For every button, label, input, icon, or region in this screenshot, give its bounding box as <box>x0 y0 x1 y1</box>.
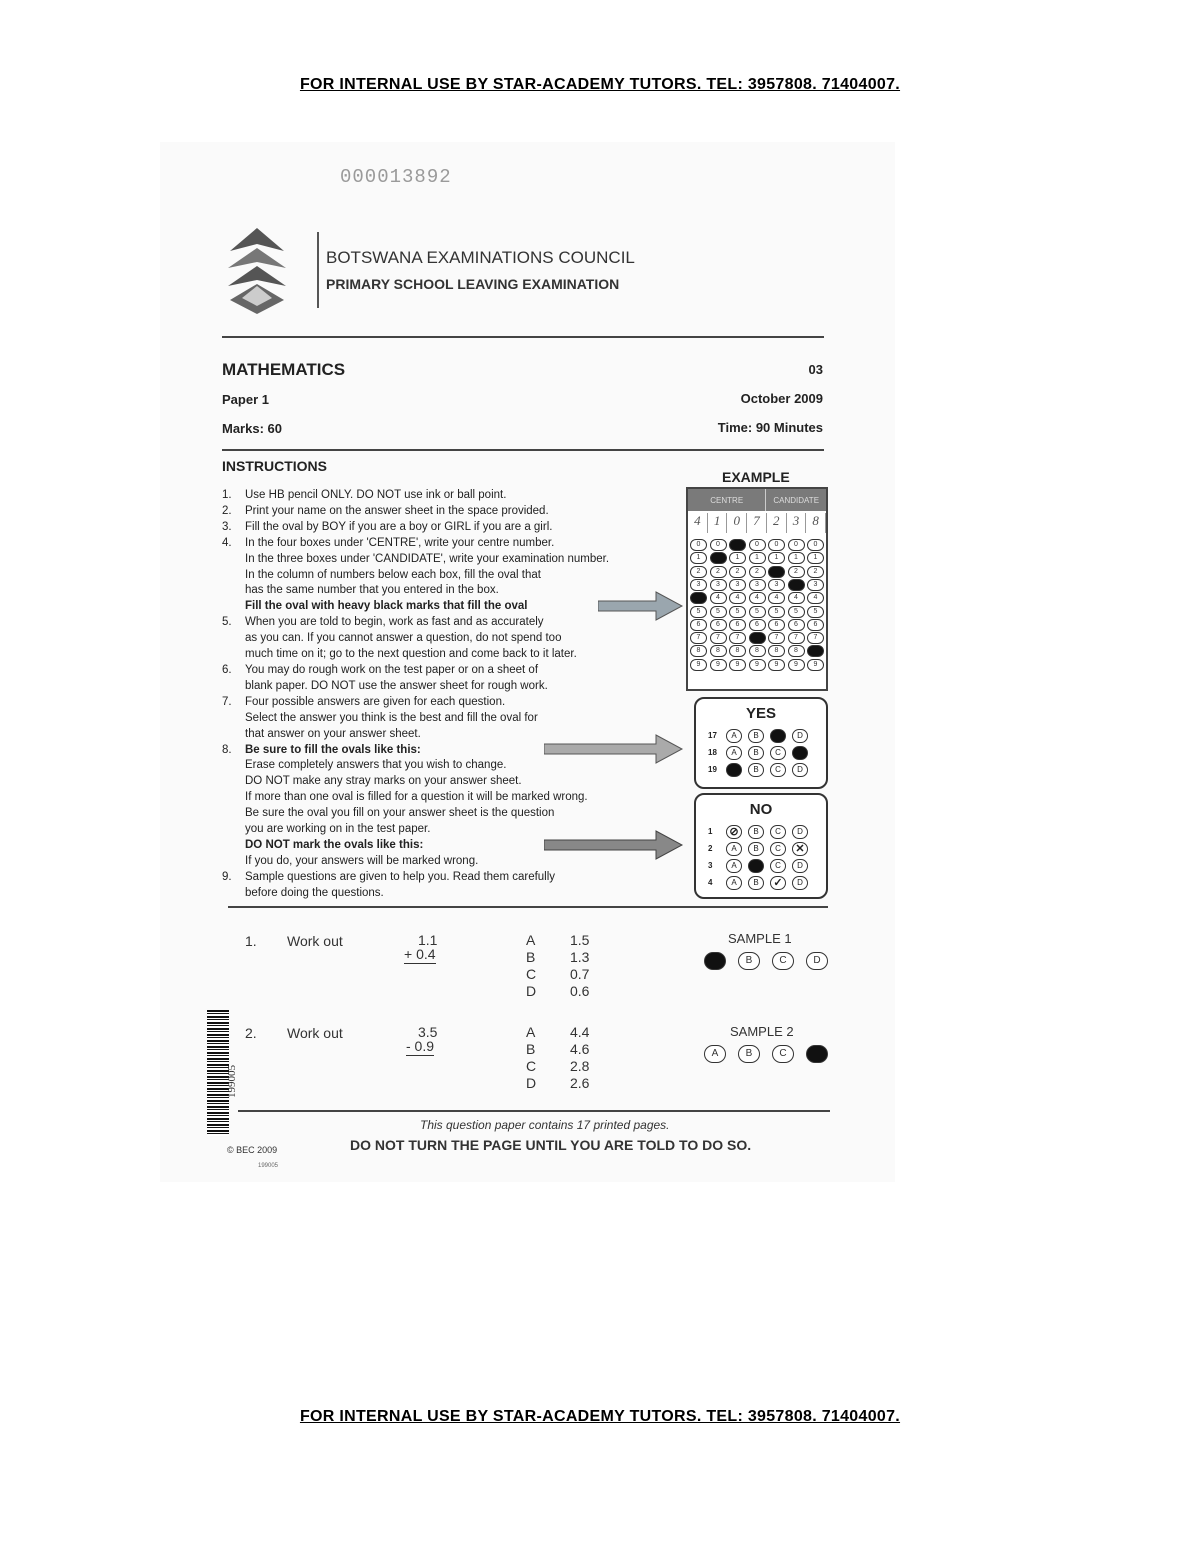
example-oval: 6 <box>729 619 746 631</box>
answer-oval: C <box>770 842 786 856</box>
example-digit: 7 <box>747 513 767 533</box>
answer-oval: C <box>770 763 786 777</box>
answer-oval: C <box>770 825 786 839</box>
example-oval: 5 <box>788 606 805 618</box>
instruction-text: Fill the oval with heavy black marks that fill the oval <box>245 600 528 613</box>
sample-oval: B <box>738 1045 760 1063</box>
row-number: 17 <box>708 731 717 740</box>
instruction-line <box>222 806 672 822</box>
instruction-number <box>222 806 245 822</box>
sample-oval: B <box>738 952 760 970</box>
instruction-text: Use HB pencil ONLY. DO NOT use ink or ball point. <box>245 489 507 501</box>
example-oval: 3 <box>710 579 727 591</box>
instructions-rule <box>222 449 824 451</box>
instruction-text: as you can. If you cannot answer a question, do not spend too <box>245 632 562 645</box>
answer-oval: A <box>726 729 742 743</box>
exam-date: October 2009 <box>740 391 823 406</box>
option-letter: A <box>526 932 536 948</box>
instruction-text: Print your name on the answer sheet in the space provided. <box>245 504 549 517</box>
example-oval: 5 <box>807 606 824 618</box>
option-value: 0.6 <box>570 983 590 999</box>
page-count-note: This question paper contains 17 printed pages. <box>420 1118 670 1132</box>
answer-oval: D <box>792 729 808 743</box>
answer-oval: D <box>792 825 808 839</box>
example-oval: 7 <box>690 632 707 644</box>
instruction-number <box>222 838 245 854</box>
subject-code: 03 <box>808 362 823 377</box>
instruction-number: 8. <box>222 743 232 756</box>
answer-oval: C <box>770 746 786 760</box>
operand-top: 1.1 <box>418 932 438 948</box>
yes-title: YES <box>745 705 776 722</box>
sample-oval <box>704 952 726 970</box>
example-oval <box>710 552 727 564</box>
example-oval: 9 <box>807 659 824 671</box>
question-number: 1. <box>245 933 257 949</box>
example-oval: 7 <box>768 632 785 644</box>
example-oval: 1 <box>749 552 766 564</box>
instruction-number <box>222 758 245 774</box>
example-oval: 3 <box>690 579 707 591</box>
example-oval: 6 <box>710 619 727 631</box>
instruction-number: 3. <box>222 520 232 533</box>
example-oval: 5 <box>768 606 785 618</box>
example-oval: 4 <box>710 592 727 604</box>
instruction-number: 9. <box>222 870 232 883</box>
example-oval: 2 <box>749 566 766 578</box>
example-oval: 2 <box>690 566 707 578</box>
example-oval: 0 <box>690 539 707 551</box>
example-oval: 2 <box>807 566 824 578</box>
bec-logo <box>226 226 288 316</box>
example-oval: 8 <box>710 645 727 657</box>
instruction-text: much time on it; go to the next question and come back to it later. <box>245 648 577 661</box>
option-letter: C <box>526 1058 537 1074</box>
instruction-line <box>222 870 672 886</box>
subject-title: MATHEMATICS <box>222 360 346 379</box>
question-text: Work out <box>287 1025 343 1041</box>
operand-bottom: + 0.4 <box>404 946 436 962</box>
example-oval: 8 <box>690 645 707 657</box>
answer-oval: A <box>726 842 742 856</box>
example-oval: 6 <box>768 619 785 631</box>
answer-oval: A <box>726 876 742 890</box>
bottom-banner: FOR INTERNAL USE BY STAR-ACADEMY TUTORS. TEL: 3957808. 71404007. <box>299 1408 901 1425</box>
sample-oval: A <box>704 1045 726 1063</box>
instruction-number <box>222 552 245 568</box>
answer-oval: A <box>726 746 742 760</box>
instruction-number: 7. <box>222 695 232 708</box>
paper-code: 199005 <box>258 1163 279 1169</box>
example-oval: 8 <box>768 645 785 657</box>
example-oval <box>749 632 766 644</box>
example-oval: 7 <box>807 632 824 644</box>
answer-oval <box>770 729 786 743</box>
example-oval: 8 <box>788 645 805 657</box>
arrow-icon <box>544 733 684 765</box>
instruction-line <box>222 886 672 902</box>
option-letter: A <box>526 1024 536 1040</box>
instruction-number <box>222 599 245 615</box>
row-number: 18 <box>708 748 717 757</box>
example-oval: 8 <box>749 645 766 657</box>
sample-label: SAMPLE 1 <box>728 931 792 946</box>
instruction-line <box>222 679 672 695</box>
instruction-number <box>222 711 245 727</box>
example-oval: 4 <box>749 592 766 604</box>
answer-oval: D <box>792 859 808 873</box>
no-title: NO <box>749 801 773 818</box>
instruction-text: In the three boxes under 'CANDIDATE', write your examination number. <box>245 552 610 565</box>
instruction-text: Be sure to fill the ovals like this: <box>245 743 421 756</box>
barcode-number: 199005 <box>226 1065 238 1098</box>
instruction-number <box>222 679 245 695</box>
example-oval: 9 <box>729 659 746 671</box>
centre-header: CENTRE <box>710 495 744 505</box>
instruction-text: Be sure the oval you fill on your answer sheet is the question <box>245 807 555 820</box>
footer-rule <box>238 1110 830 1112</box>
instruction-text: Erase completely answers that you wish to change. <box>245 759 507 772</box>
answer-oval: D <box>792 876 808 890</box>
row-number: 4 <box>708 878 713 887</box>
example-oval: 3 <box>749 579 766 591</box>
time-label: Time: 90 Minutes <box>717 420 823 435</box>
example-oval: 3 <box>807 579 824 591</box>
instruction-text: If more than one oval is filled for a question it will be marked wrong. <box>245 791 588 804</box>
example-oval: 2 <box>710 566 727 578</box>
option-letter: C <box>526 966 537 982</box>
example-oval: 4 <box>729 592 746 604</box>
instruction-text: that answer on your answer sheet. <box>245 727 421 740</box>
example-oval <box>768 566 785 578</box>
operand-bottom: - 0.9 <box>406 1038 435 1054</box>
option-value: 2.6 <box>570 1075 590 1091</box>
row-number: 1 <box>708 827 713 836</box>
example-oval: 0 <box>749 539 766 551</box>
example-oval: 6 <box>690 619 707 631</box>
example-oval: 5 <box>729 606 746 618</box>
answer-oval: ✕ <box>792 842 808 856</box>
answer-oval: ⊘ <box>726 825 742 839</box>
example-oval: 5 <box>710 606 727 618</box>
yes-example-box <box>694 697 828 789</box>
arrow-icon <box>544 829 684 861</box>
instruction-number: 1. <box>222 489 232 501</box>
instruction-text: before doing the questions. <box>245 886 384 899</box>
instruction-line <box>222 568 672 584</box>
example-oval: 6 <box>788 619 805 631</box>
instruction-number: 5. <box>222 616 232 629</box>
instruction-number <box>222 822 245 838</box>
option-value: 1.5 <box>570 932 590 948</box>
instruction-line <box>222 774 672 790</box>
sample-oval: C <box>772 1045 794 1063</box>
option-letter: B <box>526 1041 536 1057</box>
question-text: Work out <box>287 933 343 949</box>
option-letter: B <box>526 949 536 965</box>
example-grid <box>686 487 828 691</box>
example-oval: 5 <box>749 606 766 618</box>
arrow-icon <box>598 590 684 622</box>
instruction-number <box>222 631 245 647</box>
example-oval <box>788 579 805 591</box>
example-oval: 0 <box>710 539 727 551</box>
top-banner: FOR INTERNAL USE BY STAR-ACADEMY TUTORS. TEL: 3957808. 71404007. <box>299 76 901 93</box>
answer-oval: B <box>748 729 764 743</box>
answer-oval: B <box>748 763 764 777</box>
example-oval: 4 <box>768 592 785 604</box>
copyright: © BEC 2009 <box>227 1145 278 1155</box>
sample-oval: D <box>806 952 828 970</box>
example-oval: 5 <box>690 606 707 618</box>
option-value: 2.8 <box>570 1058 590 1074</box>
answer-oval <box>748 859 764 873</box>
example-oval: 8 <box>729 645 746 657</box>
row-number: 3 <box>708 861 713 870</box>
instruction-line <box>222 695 672 711</box>
example-digit: 0 <box>727 513 747 533</box>
example-oval: 2 <box>729 566 746 578</box>
instruction-number <box>222 647 245 663</box>
example-digit: 3 <box>787 513 807 533</box>
example-oval: 9 <box>749 659 766 671</box>
example-oval: 6 <box>807 619 824 631</box>
example-oval: 1 <box>690 552 707 564</box>
example-digit: 8 <box>806 513 826 533</box>
option-letter: D <box>526 1075 537 1091</box>
instruction-line <box>222 520 672 536</box>
example-oval: 0 <box>807 539 824 551</box>
instruction-line <box>222 552 672 568</box>
example-oval <box>807 645 824 657</box>
instruction-number <box>222 727 245 743</box>
instruction-text: Sample questions are given to help you. Read them carefully <box>245 870 556 883</box>
questions-rule <box>228 906 828 908</box>
instruction-text: In the column of numbers below each box, fill the oval that <box>245 568 541 581</box>
exam-name: PRIMARY SCHOOL LEAVING EXAMINATION <box>326 276 620 292</box>
example-title: EXAMPLE <box>722 469 790 485</box>
example-oval <box>690 592 707 604</box>
instruction-line <box>222 790 672 806</box>
example-oval <box>729 539 746 551</box>
example-oval: 0 <box>768 539 785 551</box>
example-oval: 7 <box>788 632 805 644</box>
example-oval: 1 <box>807 552 824 564</box>
instruction-line <box>222 631 672 647</box>
row-number: 19 <box>708 765 717 774</box>
example-digit: 4 <box>688 513 708 533</box>
example-oval: 7 <box>729 632 746 644</box>
no-example-box <box>694 793 828 899</box>
do-not-turn-notice: DO NOT TURN THE PAGE UNTIL YOU ARE TOLD TO DO SO. <box>350 1137 752 1153</box>
sample-oval <box>806 1045 828 1063</box>
row-number: 2 <box>708 844 713 853</box>
serial-number: 000013892 <box>340 166 452 188</box>
header-rule <box>222 336 824 338</box>
instruction-text: has the same number that you entered in the box. <box>245 584 499 597</box>
instruction-text: DO NOT mark the ovals like this: <box>245 838 424 851</box>
instruction-number <box>222 790 245 806</box>
answer-oval: ✓ <box>770 876 786 890</box>
instruction-number: 4. <box>222 536 232 549</box>
answer-oval: D <box>792 763 808 777</box>
instruction-line <box>222 488 672 504</box>
instruction-line <box>222 711 672 727</box>
instruction-text: DO NOT make any stray marks on your answer sheet. <box>245 775 522 788</box>
example-digits <box>688 513 826 533</box>
instruction-number: 2. <box>222 504 232 517</box>
instruction-number <box>222 774 245 790</box>
example-digit: 2 <box>767 513 787 533</box>
example-oval: 3 <box>729 579 746 591</box>
answer-oval <box>726 763 742 777</box>
example-oval: 1 <box>729 552 746 564</box>
instruction-line <box>222 663 672 679</box>
example-oval: 1 <box>768 552 785 564</box>
example-oval: 9 <box>788 659 805 671</box>
example-oval: 9 <box>710 659 727 671</box>
instruction-number <box>222 583 245 599</box>
option-value: 0.7 <box>570 966 590 982</box>
instruction-text: In the four boxes under 'CENTRE', write your centre number. <box>245 536 555 549</box>
example-oval: 1 <box>788 552 805 564</box>
instruction-text: You may do rough work on the test paper or on a sheet of <box>245 663 539 676</box>
instruction-number <box>222 886 245 902</box>
answer-oval: A <box>726 859 742 873</box>
answer-oval <box>792 746 808 760</box>
instruction-number: 6. <box>222 663 232 676</box>
option-value: 4.6 <box>570 1041 590 1057</box>
marks-label: Marks: 60 <box>222 421 282 436</box>
example-oval: 0 <box>788 539 805 551</box>
instruction-line <box>222 504 672 520</box>
instruction-text: When you are told to begin, work as fast and as accurately <box>245 616 544 629</box>
instruction-text: you are working on in the test paper. <box>245 823 431 836</box>
answer-oval: B <box>748 746 764 760</box>
instruction-number <box>222 568 245 584</box>
instruction-text: If you do, your answers will be marked wrong. <box>245 854 479 867</box>
paper-label: Paper 1 <box>222 392 269 407</box>
option-value: 4.4 <box>570 1024 590 1040</box>
council-name: BOTSWANA EXAMINATIONS COUNCIL <box>326 248 635 267</box>
instruction-number <box>222 854 245 870</box>
question-number: 2. <box>245 1025 257 1041</box>
example-oval: 3 <box>768 579 785 591</box>
example-oval: 9 <box>690 659 707 671</box>
answer-oval: B <box>748 876 764 890</box>
answer-oval: B <box>748 842 764 856</box>
sample-label: SAMPLE 2 <box>730 1024 794 1039</box>
candidate-header: CANDIDATE <box>765 489 826 511</box>
example-oval: 7 <box>710 632 727 644</box>
example-oval: 6 <box>749 619 766 631</box>
instruction-line <box>222 647 672 663</box>
sample-oval: C <box>772 952 794 970</box>
logo-divider <box>317 232 319 308</box>
instruction-line <box>222 536 672 552</box>
instruction-text: Select the answer you think is the best and fill the oval for <box>245 711 538 724</box>
example-oval: 4 <box>788 592 805 604</box>
instruction-text: blank paper. DO NOT use the answer sheet for rough work. <box>245 679 548 692</box>
example-oval: 4 <box>807 592 824 604</box>
example-oval: 9 <box>768 659 785 671</box>
answer-oval: B <box>748 825 764 839</box>
option-value: 1.3 <box>570 949 590 965</box>
instruction-text: Fill the oval by BOY if you are a boy or GIRL if you are a girl. <box>245 520 553 533</box>
operand-top: 3.5 <box>418 1024 438 1040</box>
option-letter: D <box>526 983 537 999</box>
example-digit: 1 <box>708 513 728 533</box>
instruction-text: Four possible answers are given for each question. <box>245 695 506 708</box>
example-oval: 2 <box>788 566 805 578</box>
instructions-title: INSTRUCTIONS <box>222 458 327 474</box>
answer-oval: C <box>770 859 786 873</box>
